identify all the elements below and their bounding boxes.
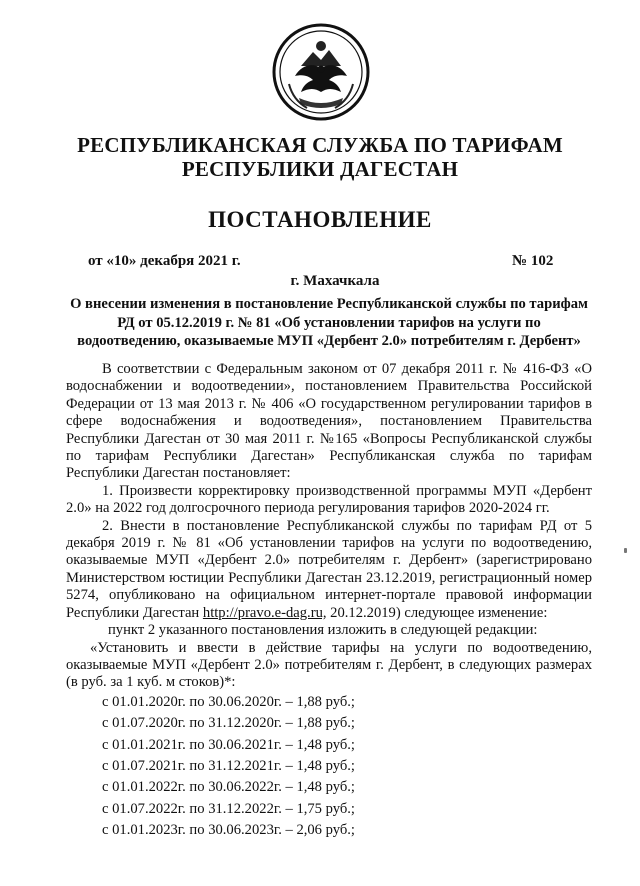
preamble-paragraph: В соответствии с Федеральным законом от 07 декабря 2011 г. № 416-ФЗ «О водоснабжении и водоотведении», постановлением Правительства Российской Федерации от 13 мая 2013 г. № 406 «О государственном регулировании тарифов в сфере водоснабжения и водоотведения», постановлением Правительства Республики Дагестан от 30 мая 2011 г. №165 «Вопросы Республиканской службы по тарифам Республики Дагестан» Республиканская служба по тарифам Республики Дагестан постановляет:	[66, 361, 592, 482]
document-number: № 102	[512, 253, 554, 269]
quote-paragraph: «Установить и ввести в действие тарифы на услуги по водоотведению, оказываемые МУП «Дербент 2.0» потребителям г. Дербент, в следующих размерах (в руб. за 1 куб. м стоков)*:	[66, 639, 592, 691]
tariff-rate-item: с 01.01.2022г. по 30.06.2022г. – 1,48 руб.;	[102, 779, 355, 796]
document-city: г. Махачкала	[290, 273, 380, 289]
item-2-text-tail: 20.12.2019) следующее изменение:	[326, 604, 548, 621]
tariff-rate-item: с 01.07.2021г. по 31.12.2021г. – 1,48 руб.;	[102, 757, 355, 774]
scan-speck	[624, 548, 627, 553]
tariff-rate-item: с 01.07.2020г. по 31.12.2020г. – 1,88 руб.;	[102, 715, 355, 732]
tariff-rate-item: с 01.01.2020г. по 30.06.2020г. – 1,88 руб.;	[102, 693, 355, 710]
item-2-paragraph	[66, 518, 592, 622]
organization-name-line2: РЕСПУБЛИКИ ДАГЕСТАН	[181, 157, 459, 181]
tariff-rate-item: с 01.01.2023г. по 30.06.2023г. – 2,06 руб.;	[102, 822, 355, 839]
item-1-paragraph: 1. Произвести корректировку производственной программы МУП «Дербент 2.0» на 2022 год долгосрочного периода регулирования тарифов 2020-2024 гг.	[66, 482, 592, 517]
coat-of-arms-icon	[271, 22, 371, 122]
document-body	[66, 361, 592, 841]
tariff-rate-item: с 01.01.2021г. по 30.06.2021г. – 1,48 руб.;	[102, 736, 355, 753]
tariff-rate-item: с 01.07.2022г. по 31.12.2022г. – 1,75 руб.;	[102, 800, 355, 817]
pravo-portal-link[interactable]: http://pravo.e-dag.ru,	[202, 604, 327, 621]
document-type-title: ПОСТАНОВЛЕНИЕ	[208, 207, 432, 232]
point-2-intro: пункт 2 указанного постановления изложить в следующей редакции:	[108, 622, 538, 639]
tariff-rates-list	[66, 692, 592, 842]
document-date: от «10» декабря 2021 г.	[88, 253, 241, 269]
item-2-text: 2. Внести в постановление Республиканской службы по тарифам РД от 5 декабря 2019 г. № 81 «Об установлении тарифов на услуги по водоотведению, оказываемые МУП «Дербент 2.0» потребителям г. Дербент» (зарегистрировано Министерством юстиции Республики Дагестан 23.12.2019, регистрационный номер 5274, опубликовано на официальном интернет-портале правовой информации Республики Дагестан	[66, 517, 592, 621]
organization-name-line1: РЕСПУБЛИКАНСКАЯ СЛУЖБА ПО ТАРИФАМ	[77, 133, 563, 157]
document-subject: О внесении изменения в постановление Республиканской службы по тарифам РД от 05.12.2019 г. № 81 «Об установлении тарифов на услуги по водоотведению, оказываемые МУП «Дербент 2.0» потребителям г. Дербент»	[70, 296, 588, 349]
